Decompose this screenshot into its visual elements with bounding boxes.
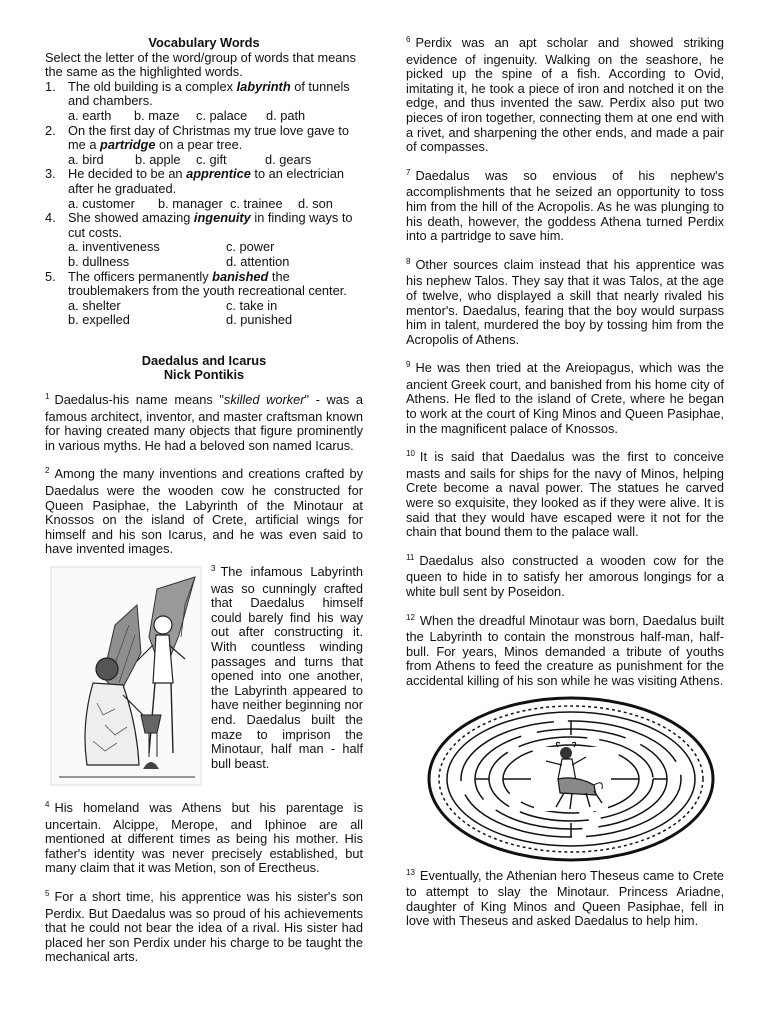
option-b: b. expelled	[68, 312, 130, 328]
answer-options	[45, 299, 363, 328]
paragraph-12: $^{12}$ When the dreadful Minotaur was born, Daedalus built the Labyrinth to contain the monstrous half-man, half-bull. For years, Minos demanded a tribute of youths from Athens to feed the creature as punishment for the accidental killing of his son while he was visiting Athens.	[406, 612, 724, 688]
option-c: c. gift	[196, 151, 227, 167]
paragraph-8: $^8$ Other sources claim instead that his apprentice was his nephew Talos. They say that it was Talos, at the age of twelve, who displayed a skill that nearly rivaled his mentor's. Daedalus, fearing that the boy would surpass him in talent, murdered the boy by tossing him from the Acropolis of Athens.	[406, 256, 724, 347]
paragraph-number: 8	[406, 256, 411, 266]
question-text: The officers permanently banished the troublemakers from the youth recreational center.	[68, 268, 347, 299]
paragraph-10: $^{10}$ It is said that Daedalus was the first to conceive masts and sails for ships for the navy of Minos, helping Crete become a naval power. The statues he carved were so exquisite, they looked as if they were alive. It is said that they would have escaped were it not for the chain that bound them to the palace wall.	[406, 449, 724, 540]
story-title: Daedalus and Icarus	[141, 352, 267, 368]
question-text: The old building is a complex labyrinth of tunnels and chambers.	[68, 78, 350, 109]
labyrinth-drawing	[426, 695, 716, 863]
highlighted-word: labyrinth	[236, 78, 291, 94]
story-author: Nick Pontikis	[163, 367, 245, 383]
paragraph-5: $^5$ For a short time, his apprentice was his sister's son Perdix. But Daedalus was so proud of his achievements that he could not bear the idea of a rival. His sister had placed her son Perdix under his charge to be taught the mechanical arts.	[45, 888, 363, 965]
option-a: a. customer	[68, 195, 135, 211]
option-b: b. apple	[135, 151, 181, 167]
option-c: c. trainee	[230, 195, 283, 211]
paragraph-number: 6	[406, 35, 411, 44]
question-text: On the first day of Christmas my true love gave to me a partridge on a pear tree.	[68, 122, 349, 153]
vocab-question-4	[45, 211, 363, 269]
option-a: a. bird	[68, 151, 104, 167]
answer-options	[45, 109, 363, 124]
question-number: 3.	[45, 166, 56, 182]
paragraph-2: $^2$ Among the many inventions and creations crafted by Daedalus were the wooden cow he constructed for Queen Pasiphae, the Labyrinth of the Minotaur at Knossos on the island of Crete, artificial wings for himself and his son Icarus, and he was even said to have invented images.	[45, 466, 363, 557]
paragraph-9: $^9$ He was then tried at the Areiopagus, which was the ancient Greek court, and banished from his home city of Athens. He fled to the island of Crete, where he began to work at the court of King Minos and Queen Pasiphae, in the magnificent palace of Knossos.	[406, 360, 724, 436]
highlighted-word: ingenuity	[193, 210, 251, 226]
paragraph-number: 12	[406, 612, 415, 622]
option-c: c. take in	[226, 297, 278, 313]
paragraph-number: 13	[406, 867, 415, 877]
paragraph-6: $^6$ Perdix was an apt scholar and showed striking evidence of ingenuity. Walking on the seashore, he picked up the spine of a fish. According to Ovid, imitating it, he took a piece of iron and notched it on the edge, and thus invented the saw. Perdix also put two pieces of iron together, connecting them at one end with a rivet, and sharpening the other ends, and made a pair of compasses.	[406, 35, 724, 155]
vocab-questions	[45, 80, 363, 328]
vocab-question-3	[45, 167, 363, 211]
question-number: 2.	[45, 122, 56, 138]
paragraph-7: $^7$ Daedalus was so envious of his nephew's accomplishments that he seized an opportunity to toss him from the hill of the Acropolis. As he was plunging to his death, however, the goddess Athena turned Perdix into a partridge to save him.	[406, 167, 724, 244]
paragraph-13: $^{13}$ Eventually, the Athenian hero Theseus came to Crete to attempt to slay the Minotaur. Princess Ariadne, daughter of King Minos and Queen Pasiphae, fell in love with Theseus and asked Daedalus to help him.	[406, 867, 724, 929]
question-number: 4.	[45, 210, 56, 226]
paragraph-3: $^3$ The infamous Labyrinth was so cunningly crafted that Daedalus himself could barely find his way out after constructing it. With countless winding passages and turns that opened into one another, the Labyrinth appeared to have neither beginning nor end. Daedalus built the maze to imprison the Minotaur, half man - half bull beast.	[211, 564, 363, 771]
paragraph-number: 5	[45, 888, 50, 898]
vocab-question-5	[45, 270, 363, 328]
vocab-title: Vocabulary Words	[148, 35, 260, 50]
question-number: 5.	[45, 268, 56, 284]
option-b: b. maze	[134, 107, 180, 123]
paragraph-number: 11	[406, 552, 415, 562]
question-text: He decided to be an apprentice to an electrician after he graduated.	[68, 166, 345, 196]
paragraph-number: 1	[45, 392, 50, 402]
option-d: d. son	[298, 195, 333, 211]
question-text: She showed amazing ingenuity in finding ways to cut costs.	[68, 210, 353, 240]
labyrinth-with-minotaur-engraving-icon	[426, 695, 724, 863]
option-d: d. punished	[226, 312, 293, 328]
option-a: a. shelter	[68, 297, 121, 313]
question-number: 1.	[45, 78, 56, 94]
paragraph-3-with-illustration	[45, 565, 363, 787]
option-d: d. gears	[265, 151, 312, 167]
highlighted-word: banished	[212, 268, 269, 284]
answer-options	[45, 240, 363, 269]
option-a: a. inventiveness	[68, 239, 160, 255]
option-a: a. earth	[68, 107, 112, 123]
paragraph-1: $^1$ Daedalus-his name means "skilled worker" - was a famous architect, inventor, and master craftsman known for having created many objects that figure prominently in various myths. He had a beloved son named Icarus.	[45, 392, 363, 453]
vocab-question-1	[45, 80, 363, 124]
option-c: c. power	[226, 239, 275, 255]
paragraph-number: 4	[45, 800, 50, 809]
paragraph-number: 9	[406, 360, 411, 370]
option-d: d. path	[266, 107, 306, 123]
answer-options	[45, 197, 363, 212]
paragraph-number: 7	[406, 167, 411, 177]
italic-phrase: skilled worker	[223, 392, 305, 408]
option-c: c. palace	[196, 107, 248, 123]
option-d: d. attention	[226, 253, 290, 269]
paragraph-number: 3	[211, 564, 216, 573]
paragraph-number: 10	[406, 449, 415, 459]
option-b: b. dullness	[68, 253, 130, 269]
highlighted-word: partridge	[100, 137, 156, 153]
engraving-drawing	[45, 565, 207, 787]
option-b: b. manager	[158, 195, 223, 211]
vocab-question-2	[45, 124, 363, 168]
answer-options	[45, 153, 363, 168]
highlighted-word: apprentice	[186, 166, 251, 182]
paragraph-11: $^{11}$ Daedalus also constructed a wooden cow for the queen to hide in to satisfy her amorous longings for a white bull sent by Poseidon.	[406, 552, 724, 599]
daedalus-and-icarus-engraving-icon	[45, 565, 211, 787]
vocab-instructions: Select the letter of the word/group of words that means the same as the highlighted words.	[45, 49, 356, 80]
paragraph-4: $^4$ His homeland was Athens but his parentage is uncertain. Alcippe, Merope, and Iphinoe are all mentioned at different times as being his mother. His father's identity was never precisely established, but many claim that it was Metion, son of Erectheus.	[45, 800, 363, 876]
right-column	[406, 36, 724, 929]
left-column	[45, 36, 363, 965]
paragraph-number: 2	[45, 466, 50, 476]
